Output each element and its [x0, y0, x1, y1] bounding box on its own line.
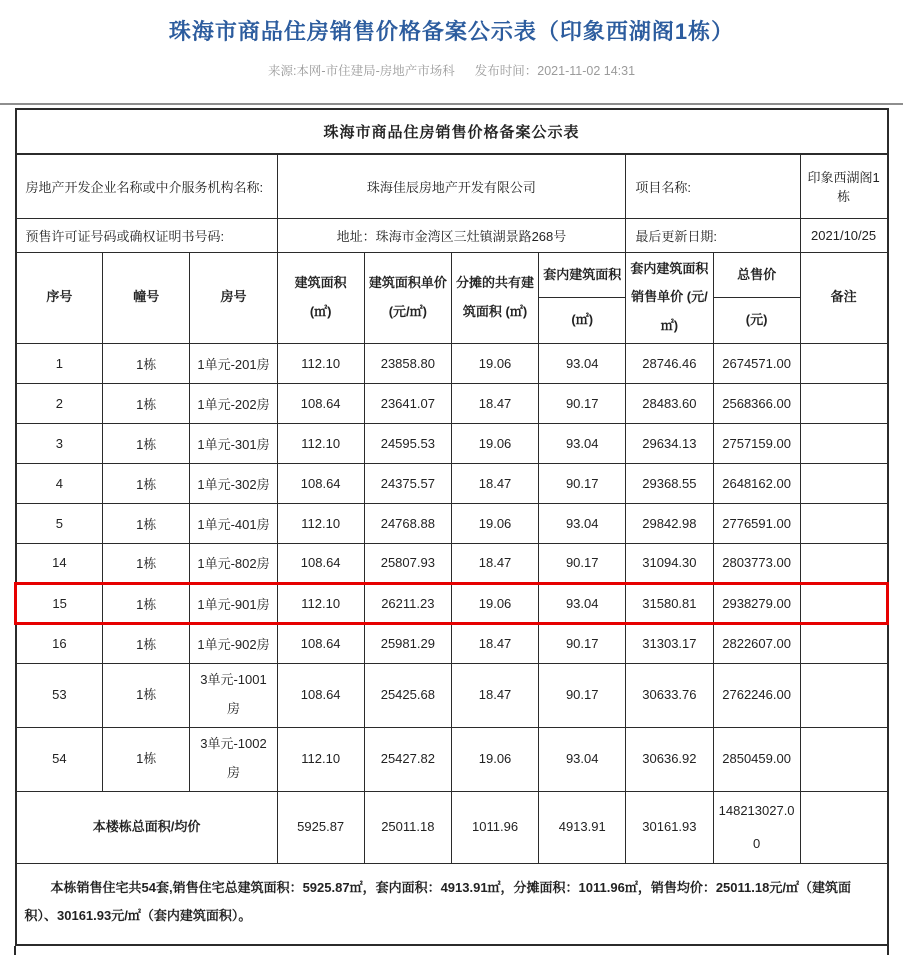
- cell-remark: [800, 503, 887, 543]
- cell-room: 1单元-802房: [190, 543, 277, 583]
- price-table: [14, 108, 889, 946]
- cell-shared-area: 18.47: [451, 663, 538, 727]
- cell-area: 108.64: [277, 663, 364, 727]
- cell-room: 3单元-1001房: [190, 663, 277, 727]
- table-row: [16, 503, 888, 543]
- cell-seq: 4: [16, 463, 103, 503]
- cell-total-price: 2674571.00: [713, 343, 800, 383]
- footer-note: 本栋销售住宅共54套,销售住宅总建筑面积：5925.87㎡，套内面积：4913.91㎡，分摊面积：1011.96㎡，销售均价：25011.18元/㎡（建筑面积）、30161.93元/㎡（套内建筑面积）。: [16, 864, 888, 945]
- cell-inner-unit-price: 31303.17: [626, 623, 713, 663]
- column-header-row: [16, 252, 888, 343]
- cell-seq: 5: [16, 503, 103, 543]
- summary-inner-unit-price: 30161.93: [626, 791, 713, 864]
- meta-publish-time: 发布时间：2021-11-02 14:31: [474, 64, 636, 78]
- cell-shared-area: 18.47: [451, 383, 538, 423]
- cell-shared-area: 19.06: [451, 583, 538, 623]
- cell-remark: [800, 663, 887, 727]
- cell-unit-price: 24375.57: [364, 463, 451, 503]
- cell-remark: [800, 623, 887, 663]
- table-row: [16, 383, 888, 423]
- table-row: [16, 463, 888, 503]
- cell-unit-price: 23641.07: [364, 383, 451, 423]
- cell-inner-area: 93.04: [539, 727, 626, 791]
- permit-label: 预售许可证号码或确权证明书号码:: [16, 218, 278, 252]
- col-shared-area: 分摊的共有建筑面积 (㎡): [451, 252, 538, 343]
- meta-line: [0, 64, 903, 79]
- col-inner-area: [539, 252, 626, 343]
- col-inner-area-top: 套内建筑面积: [539, 253, 625, 298]
- table-row: [16, 583, 888, 623]
- address-value: 地址：珠海市金湾区三灶镇湖景路268号: [277, 218, 626, 252]
- cell-room: 1单元-901房: [190, 583, 277, 623]
- col-remark: 备注: [800, 252, 887, 343]
- col-total-price-top: 总售价: [714, 253, 800, 298]
- col-room: 房号: [190, 252, 277, 343]
- cell-inner-unit-price: 31094.30: [626, 543, 713, 583]
- developer-label: 房地产开发企业名称或中介服务机构名称:: [16, 154, 278, 218]
- cell-room: 3单元-1002房: [190, 727, 277, 791]
- cell-unit-price: 25981.29: [364, 623, 451, 663]
- cell-remark: [800, 463, 887, 503]
- cell-remark: [800, 343, 887, 383]
- cell-area: 108.64: [277, 543, 364, 583]
- col-area-line2: (㎡): [309, 303, 332, 319]
- cell-inner-unit-price: 29842.98: [626, 503, 713, 543]
- cell-shared-area: 19.06: [451, 343, 538, 383]
- cell-inner-area: 93.04: [539, 503, 626, 543]
- cell-total-price: 2568366.00: [713, 383, 800, 423]
- project-value: 印象西湖阁1栋: [800, 154, 887, 218]
- table-row: [16, 663, 888, 727]
- next-row-cutoff: [14, 946, 889, 955]
- summary-area: 5925.87: [277, 791, 364, 864]
- table-row: [16, 623, 888, 663]
- summary-label: 本楼栋总面积/均价: [16, 791, 278, 864]
- table-body: [16, 343, 888, 791]
- top-divider: [0, 103, 903, 105]
- cell-area: 112.10: [277, 423, 364, 463]
- cell-total-price: 2757159.00: [713, 423, 800, 463]
- page-header: [0, 0, 903, 79]
- cell-room: 1单元-401房: [190, 503, 277, 543]
- cell-inner-unit-price: 29368.55: [626, 463, 713, 503]
- cell-shared-area: 18.47: [451, 623, 538, 663]
- col-unit-price-line2: (元/㎡): [388, 303, 427, 319]
- project-label: 项目名称:: [626, 154, 800, 218]
- cell-total-price: 2850459.00: [713, 727, 800, 791]
- cell-building: 1栋: [103, 543, 190, 583]
- cell-building: 1栋: [103, 503, 190, 543]
- cell-shared-area: 19.06: [451, 423, 538, 463]
- cell-seq: 54: [16, 727, 103, 791]
- cell-building: 1栋: [103, 423, 190, 463]
- cell-unit-price: 25425.68: [364, 663, 451, 727]
- cell-remark: [800, 583, 887, 623]
- cell-room: 1单元-201房: [190, 343, 277, 383]
- cell-inner-area: 90.17: [539, 543, 626, 583]
- table-caption: 珠海市商品住房销售价格备案公示表: [16, 109, 888, 154]
- cell-inner-unit-price: 30633.76: [626, 663, 713, 727]
- summary-unit-price: 25011.18: [364, 791, 451, 864]
- cell-area: 108.64: [277, 623, 364, 663]
- cell-shared-area: 19.06: [451, 727, 538, 791]
- cell-total-price: 2762246.00: [713, 663, 800, 727]
- table-caption-row: [16, 109, 888, 154]
- summary-total-price: 148213027.00: [713, 791, 800, 864]
- info-row-permit: [16, 218, 888, 252]
- col-area-line1: 建筑面积: [294, 274, 347, 290]
- cell-unit-price: 24768.88: [364, 503, 451, 543]
- footer-note-row: [16, 864, 888, 945]
- cell-seq: 1: [16, 343, 103, 383]
- cell-inner-area: 90.17: [539, 623, 626, 663]
- cell-area: 112.10: [277, 727, 364, 791]
- cell-building: 1栋: [103, 727, 190, 791]
- developer-value: 珠海佳辰房地产开发有限公司: [277, 154, 626, 218]
- cell-area: 112.10: [277, 503, 364, 543]
- cell-seq: 15: [16, 583, 103, 623]
- summary-remark: [800, 791, 887, 864]
- table-row: [16, 343, 888, 383]
- cell-shared-area: 19.06: [451, 503, 538, 543]
- cell-inner-area: 93.04: [539, 343, 626, 383]
- cell-inner-area: 90.17: [539, 463, 626, 503]
- cell-area: 112.10: [277, 583, 364, 623]
- cell-shared-area: 18.47: [451, 543, 538, 583]
- col-seq: 序号: [16, 252, 103, 343]
- cell-shared-area: 18.47: [451, 463, 538, 503]
- cell-inner-unit-price: 28483.60: [626, 383, 713, 423]
- cell-building: 1栋: [103, 343, 190, 383]
- col-unit-price: [364, 252, 451, 343]
- col-total-price: [713, 252, 800, 343]
- updated-value: 2021/10/25: [800, 218, 887, 252]
- table-row: [16, 423, 888, 463]
- table-row: [16, 543, 888, 583]
- cell-total-price: 2822607.00: [713, 623, 800, 663]
- meta-source: 来源:本网-市住建局-房地产市场科: [267, 64, 455, 78]
- cell-room: 1单元-902房: [190, 623, 277, 663]
- cell-room: 1单元-302房: [190, 463, 277, 503]
- info-row-developer: [16, 154, 888, 218]
- cell-total-price: 2938279.00: [713, 583, 800, 623]
- cell-unit-price: 25807.93: [364, 543, 451, 583]
- cell-area: 112.10: [277, 343, 364, 383]
- cell-building: 1栋: [103, 383, 190, 423]
- cell-total-price: 2803773.00: [713, 543, 800, 583]
- cell-inner-unit-price: 31580.81: [626, 583, 713, 623]
- cell-area: 108.64: [277, 383, 364, 423]
- col-total-price-bottom: (元): [745, 311, 768, 327]
- cell-inner-area: 93.04: [539, 423, 626, 463]
- cell-unit-price: 23858.80: [364, 343, 451, 383]
- cell-unit-price: 24595.53: [364, 423, 451, 463]
- cell-total-price: 2648162.00: [713, 463, 800, 503]
- cell-area: 108.64: [277, 463, 364, 503]
- summary-inner-area: 4913.91: [539, 791, 626, 864]
- cell-seq: 16: [16, 623, 103, 663]
- summary-row: [16, 791, 888, 864]
- cell-building: 1栋: [103, 583, 190, 623]
- cell-remark: [800, 543, 887, 583]
- updated-label: 最后更新日期:: [626, 218, 800, 252]
- cell-remark: [800, 727, 887, 791]
- cell-remark: [800, 423, 887, 463]
- cell-unit-price: 26211.23: [364, 583, 451, 623]
- cell-room: 1单元-202房: [190, 383, 277, 423]
- cell-seq: 53: [16, 663, 103, 727]
- page-title: 珠海市商品住房销售价格备案公示表（印象西湖阁1栋）: [168, 19, 735, 44]
- cell-total-price: 2776591.00: [713, 503, 800, 543]
- cell-seq: 3: [16, 423, 103, 463]
- cell-inner-area: 90.17: [539, 383, 626, 423]
- cell-seq: 2: [16, 383, 103, 423]
- price-table-container: [14, 108, 889, 946]
- summary-shared-area: 1011.96: [451, 791, 538, 864]
- cell-inner-area: 90.17: [539, 663, 626, 727]
- cell-seq: 14: [16, 543, 103, 583]
- cell-inner-unit-price: 29634.13: [626, 423, 713, 463]
- col-inner-area-bottom: (㎡): [571, 311, 594, 327]
- cell-building: 1栋: [103, 463, 190, 503]
- cell-building: 1栋: [103, 623, 190, 663]
- cell-remark: [800, 383, 887, 423]
- cell-inner-area: 93.04: [539, 583, 626, 623]
- table-row: [16, 727, 888, 791]
- cell-room: 1单元-301房: [190, 423, 277, 463]
- cell-building: 1栋: [103, 663, 190, 727]
- cell-inner-unit-price: 28746.46: [626, 343, 713, 383]
- cell-inner-unit-price: 30636.92: [626, 727, 713, 791]
- col-unit-price-line1: 建筑面积单价: [368, 274, 447, 290]
- cell-unit-price: 25427.82: [364, 727, 451, 791]
- col-inner-unit-price: 套内建筑面积销售单价 (元/㎡): [626, 252, 713, 343]
- col-area: [277, 252, 364, 343]
- col-building: 幢号: [103, 252, 190, 343]
